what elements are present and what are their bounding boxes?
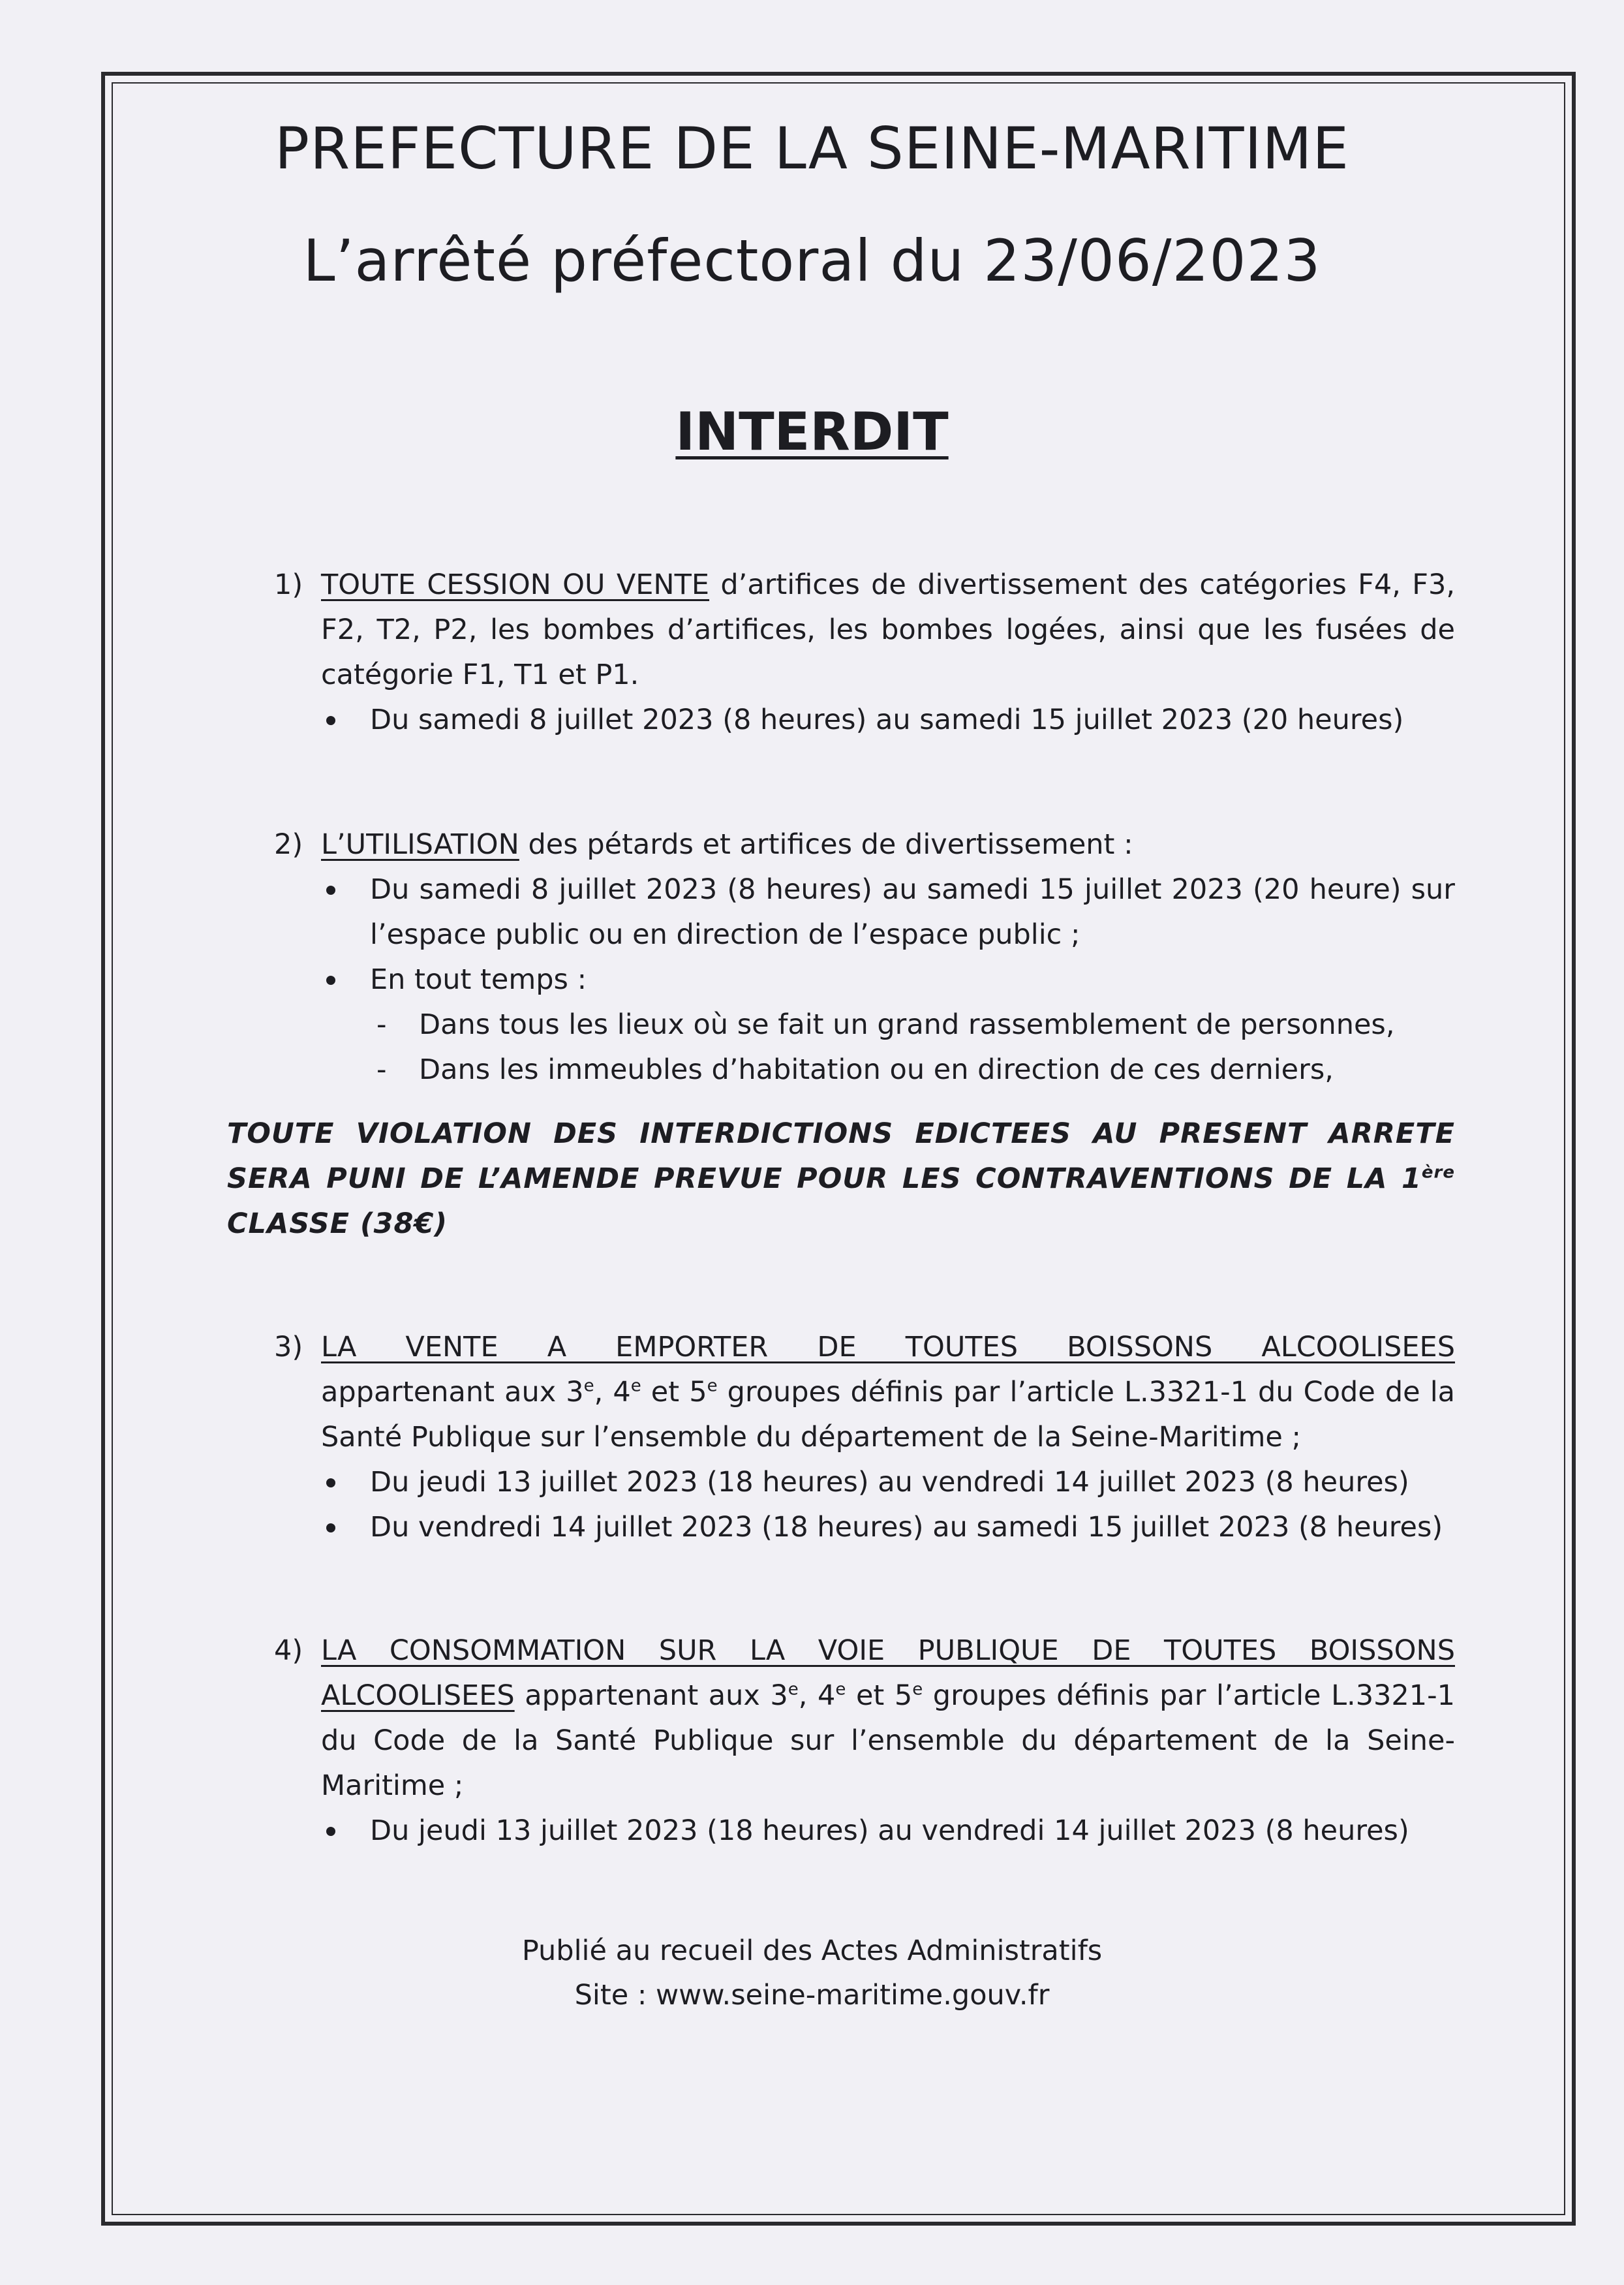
arrete-title: L’arrêté préfectoral du 23/06/2023 xyxy=(303,227,1321,294)
section-4 xyxy=(274,1628,1455,1854)
warning-text: TOUTE VIOLATION DES INTERDICTIONS EDICTEES AU PRESENT ARRETE SERA PUNI DE L’AMENDE PREVUE POUR LES CONTRAVENTIONS DE LA 1 xyxy=(227,1117,1455,1195)
section-paragraph xyxy=(321,1628,1455,1809)
dash-item: - Dans les immeubles d’habitation ou en direction de ces derniers, xyxy=(370,1048,1455,1093)
prefecture-title: PREFECTURE DE LA SEINE-MARITIME xyxy=(275,115,1349,182)
violation-warning xyxy=(227,1111,1455,1247)
superscript: e xyxy=(835,1679,846,1700)
bullet-item: Du vendredi 14 juillet 2023 (18 heures) au samedi 15 juillet 2023 (8 heures) xyxy=(321,1505,1455,1550)
superscript: e xyxy=(630,1376,641,1396)
section-text: , 4 xyxy=(798,1679,836,1712)
bullet-list xyxy=(321,1809,1455,1854)
section-lead: LA CONSOMMATION SUR LA VOIE PUBLIQUE DE TOUTES BOISSONS ALCOOLISEES xyxy=(321,1634,1455,1712)
section-number: 4) xyxy=(274,1634,303,1667)
section-1 xyxy=(274,563,1455,743)
section-3 xyxy=(274,1325,1455,1550)
section-text: et 5 xyxy=(846,1679,913,1712)
section-2 xyxy=(274,822,1455,1093)
section-text: d’artifices de divertissement des catégories F4, F3, F2, T2, P2, les bombes d’artifices, les bombes logées, ainsi que les fusées de catégorie F1, T1 et P1. xyxy=(321,568,1455,691)
footer-site: Site : www.seine-maritime.gouv.fr xyxy=(574,1979,1050,2012)
section-paragraph xyxy=(321,1325,1455,1460)
dash-item: - Dans tous les lieux où se fait un grand rassemblement de personnes, xyxy=(370,1003,1455,1048)
section-paragraph xyxy=(321,563,1455,698)
bullet-list xyxy=(321,1460,1455,1550)
superscript: e xyxy=(788,1679,799,1700)
warning-superscript: ère xyxy=(1421,1162,1455,1183)
bullet-item: En tout temps : xyxy=(321,957,1455,1003)
warning-text-end: CLASSE (38€) xyxy=(227,1207,448,1240)
section-text: groupes définis par l’article L.3321-1 du Code de la Santé Publique sur l’ensemble du département de la Seine-Maritime ; xyxy=(321,1376,1455,1453)
section-number: 1) xyxy=(274,568,303,601)
section-lead: LA VENTE A EMPORTER DE TOUTES BOISSONS ALCOOLISEES xyxy=(321,1331,1455,1363)
section-text: des pétards et artifices de divertissement : xyxy=(519,828,1133,861)
section-text: groupes définis par l’article L.3321-1 du Code de la Santé Publique sur l’ensemble du département de la Seine-Maritime ; xyxy=(321,1679,1455,1802)
superscript: e xyxy=(912,1679,923,1700)
dash-list xyxy=(370,1003,1455,1093)
section-lead: L’UTILISATION xyxy=(321,828,519,861)
interdit-heading: INTERDIT xyxy=(675,401,949,462)
section-lead: TOUTE CESSION OU VENTE xyxy=(321,568,710,601)
superscript: e xyxy=(707,1376,718,1396)
section-text: appartenant aux 3 xyxy=(514,1679,788,1712)
superscript: e xyxy=(583,1376,594,1396)
bullet-item: Du samedi 8 juillet 2023 (8 heures) au samedi 15 juillet 2023 (20 heures) xyxy=(321,698,1455,743)
section-text: appartenant aux 3 xyxy=(321,1376,584,1408)
section-text: , 4 xyxy=(594,1376,631,1408)
bullet-item: Du jeudi 13 juillet 2023 (18 heures) au vendredi 14 juillet 2023 (8 heures) xyxy=(321,1809,1455,1854)
section-number: 3) xyxy=(274,1331,303,1363)
bullet-list xyxy=(321,867,1455,1003)
section-text: et 5 xyxy=(641,1376,707,1408)
footer-publication: Publié au recueil des Actes Administratifs xyxy=(521,1935,1103,1967)
bullet-item: Du samedi 8 juillet 2023 (8 heures) au samedi 15 juillet 2023 (20 heure) sur l’espace public ou en direction de l’espace public ; xyxy=(321,867,1455,957)
section-paragraph xyxy=(321,822,1455,867)
bullet-list xyxy=(321,698,1455,743)
bullet-item: Du jeudi 13 juillet 2023 (18 heures) au vendredi 14 juillet 2023 (8 heures) xyxy=(321,1460,1455,1505)
section-number: 2) xyxy=(274,828,303,861)
footer xyxy=(0,1929,1624,2017)
